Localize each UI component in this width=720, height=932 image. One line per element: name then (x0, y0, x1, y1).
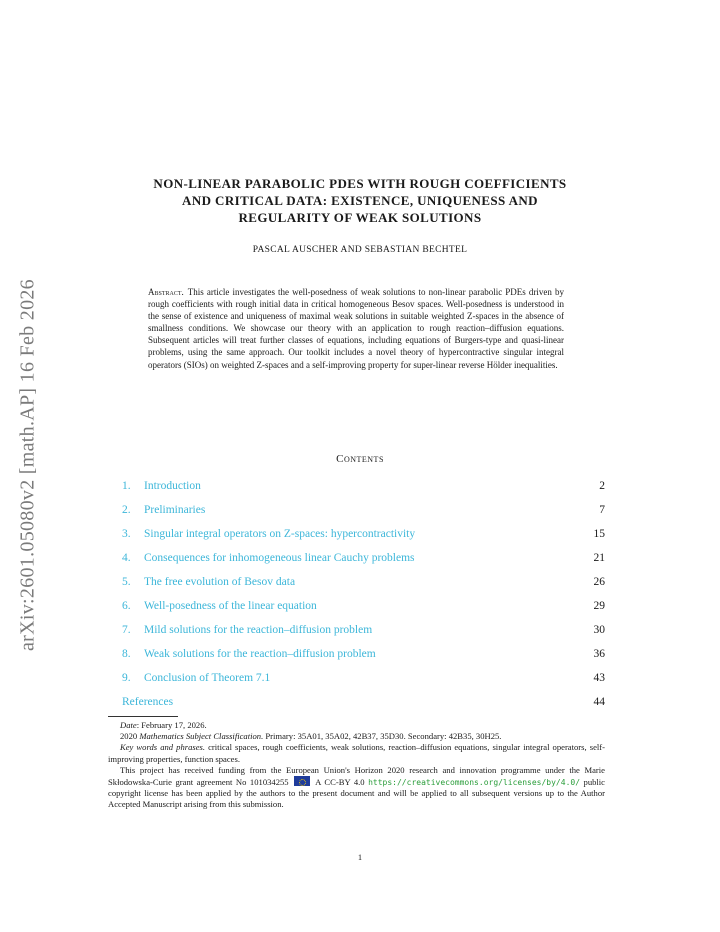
toc-page: 29 (593, 600, 605, 612)
footnote-funding (108, 765, 605, 811)
funding-text: This project has received funding from the European Union's Horizon 2020 research and innovation programme under the Marie Skłodowska-Curie grant agreement No 101034255 (108, 764, 605, 788)
toc-number: 6. (122, 600, 131, 612)
toc-page: 7 (599, 504, 605, 516)
footnote-msc (108, 731, 605, 742)
toc-number: 2. (122, 504, 131, 516)
toc-number: 8. (122, 648, 131, 660)
toc-title: Introduction (144, 480, 201, 492)
toc-page: 30 (593, 624, 605, 636)
license-url-link[interactable]: https://creativecommons.org/licenses/by/4.0/ (368, 778, 581, 788)
footnotes (108, 720, 605, 811)
title-line-1: NON-LINEAR PARABOLIC PDES WITH ROUGH COEFFICIENTS (153, 176, 567, 191)
toc-number: 7. (122, 624, 131, 636)
title-line-2: AND CRITICAL DATA: EXISTENCE, UNIQUENESS AND (182, 193, 538, 208)
toc-link-mild-solutions[interactable] (122, 624, 372, 636)
toc-number: 5. (122, 576, 131, 588)
toc-row (122, 546, 605, 570)
toc-page: 21 (593, 552, 605, 564)
toc-title: Mild solutions for the reaction–diffusion problem (144, 624, 373, 636)
toc-link-consequences[interactable] (122, 552, 415, 564)
arxiv-stamp-text: arXiv:2601.05080v2 [math.AP] 16 Feb 2026 (16, 279, 39, 651)
toc-row (122, 594, 605, 618)
toc-title: The free evolution of Besov data (144, 576, 296, 588)
toc-title: Preliminaries (144, 504, 206, 516)
license-text: A CC-BY 4.0 (312, 777, 369, 788)
toc-link-introduction[interactable] (122, 480, 201, 492)
toc-link-free-evolution[interactable] (122, 576, 295, 588)
toc-number: 4. (122, 552, 131, 564)
toc-link-conclusion[interactable] (122, 672, 270, 684)
toc-title: Weak solutions for the reaction–diffusion problem (144, 648, 376, 660)
title-line-3: REGULARITY OF WEAK SOLUTIONS (238, 210, 482, 225)
date-value: : February 17, 2026. (136, 720, 207, 730)
abstract-label: Abstract. (148, 287, 184, 297)
toc-page: 43 (593, 672, 605, 684)
toc-row (122, 474, 605, 498)
footnote-date (108, 720, 605, 731)
toc-title: Consequences for inhomogeneous linear Cauchy problems (144, 552, 415, 564)
toc-row (122, 666, 605, 690)
toc-link-weak-solutions[interactable] (122, 648, 376, 660)
toc-row (122, 618, 605, 642)
msc-prefix: 2020 (120, 731, 140, 742)
abstract (148, 286, 564, 371)
authors: PASCAL AUSCHER AND SEBASTIAN BECHTEL (252, 245, 468, 255)
toc-number: 9. (122, 672, 131, 684)
toc-title: Well-posedness of the linear equation (144, 600, 317, 612)
toc-page: 15 (593, 528, 605, 540)
toc-title: Singular integral operators on Z-spaces: hypercontractivity (144, 528, 416, 540)
toc-number: 3. (122, 528, 131, 540)
toc-row (122, 570, 605, 594)
toc-row (122, 690, 605, 714)
keywords-text: critical spaces, rough coefficients, weak solutions, reaction–diffusion equations, singular integral operators, self-improving properties, function spaces. (108, 742, 605, 764)
toc-link-well-posedness[interactable] (122, 600, 317, 612)
toc-title: Conclusion of Theorem 7.1 (144, 672, 271, 684)
paper-title (110, 175, 610, 226)
table-of-contents (122, 474, 605, 714)
toc-row (122, 642, 605, 666)
toc-number: 1. (122, 480, 131, 492)
toc-page: 2 (599, 480, 605, 492)
footnote-keywords (108, 742, 605, 764)
keywords-label: Key words and phrases. (120, 742, 206, 753)
toc-page: 26 (593, 576, 605, 588)
eu-flag-icon (294, 776, 310, 786)
footnote-rule (108, 716, 178, 717)
page-number: 1 (357, 852, 363, 862)
license-rest: public copyright license has been applied by the authors to the present document and will be applied to all subsequent versions up to the Author Accepted Manuscript arising from this submission. (108, 777, 605, 810)
msc-label: Mathematics Subject Classification. (139, 731, 264, 742)
date-label: Date (120, 720, 137, 730)
toc-page: 44 (593, 696, 605, 708)
toc-page: 36 (593, 648, 605, 660)
contents-heading: Contents (336, 453, 384, 465)
toc-title: References (122, 696, 174, 708)
toc-row (122, 498, 605, 522)
abstract-text: This article investigates the well-posedness of weak solutions to non-linear parabolic PDEs driven by rough coefficients with rough initial data in critical homogeneous Besov spaces. Well-posedness is understood in the sense of existence and uniqueness of maximal weak solutions in suitable weighted Z-spaces in the absence of smallness conditions. We showcase our theory with an application to rough reaction–diffusion equations. Subsequent articles will treat further classes of equations, including equations of Burgers-type and quasi-linear problems, using the same approach. Our toolkit includes a novel theory of hypercontractive singular integral operators (SIOs) on weighted Z-spaces and a self-improving property for super-linear reverse Hölder inequalities. (148, 287, 564, 370)
msc-text: Primary: 35A01, 35A02, 42B37, 35D30. Secondary: 42B35, 30H25. (263, 731, 502, 742)
toc-row (122, 522, 605, 546)
arxiv-stamp (8, 245, 48, 685)
toc-link-singular-integral-operators[interactable] (122, 528, 415, 540)
toc-link-preliminaries[interactable] (122, 504, 205, 516)
toc-link-references[interactable] (122, 696, 173, 708)
